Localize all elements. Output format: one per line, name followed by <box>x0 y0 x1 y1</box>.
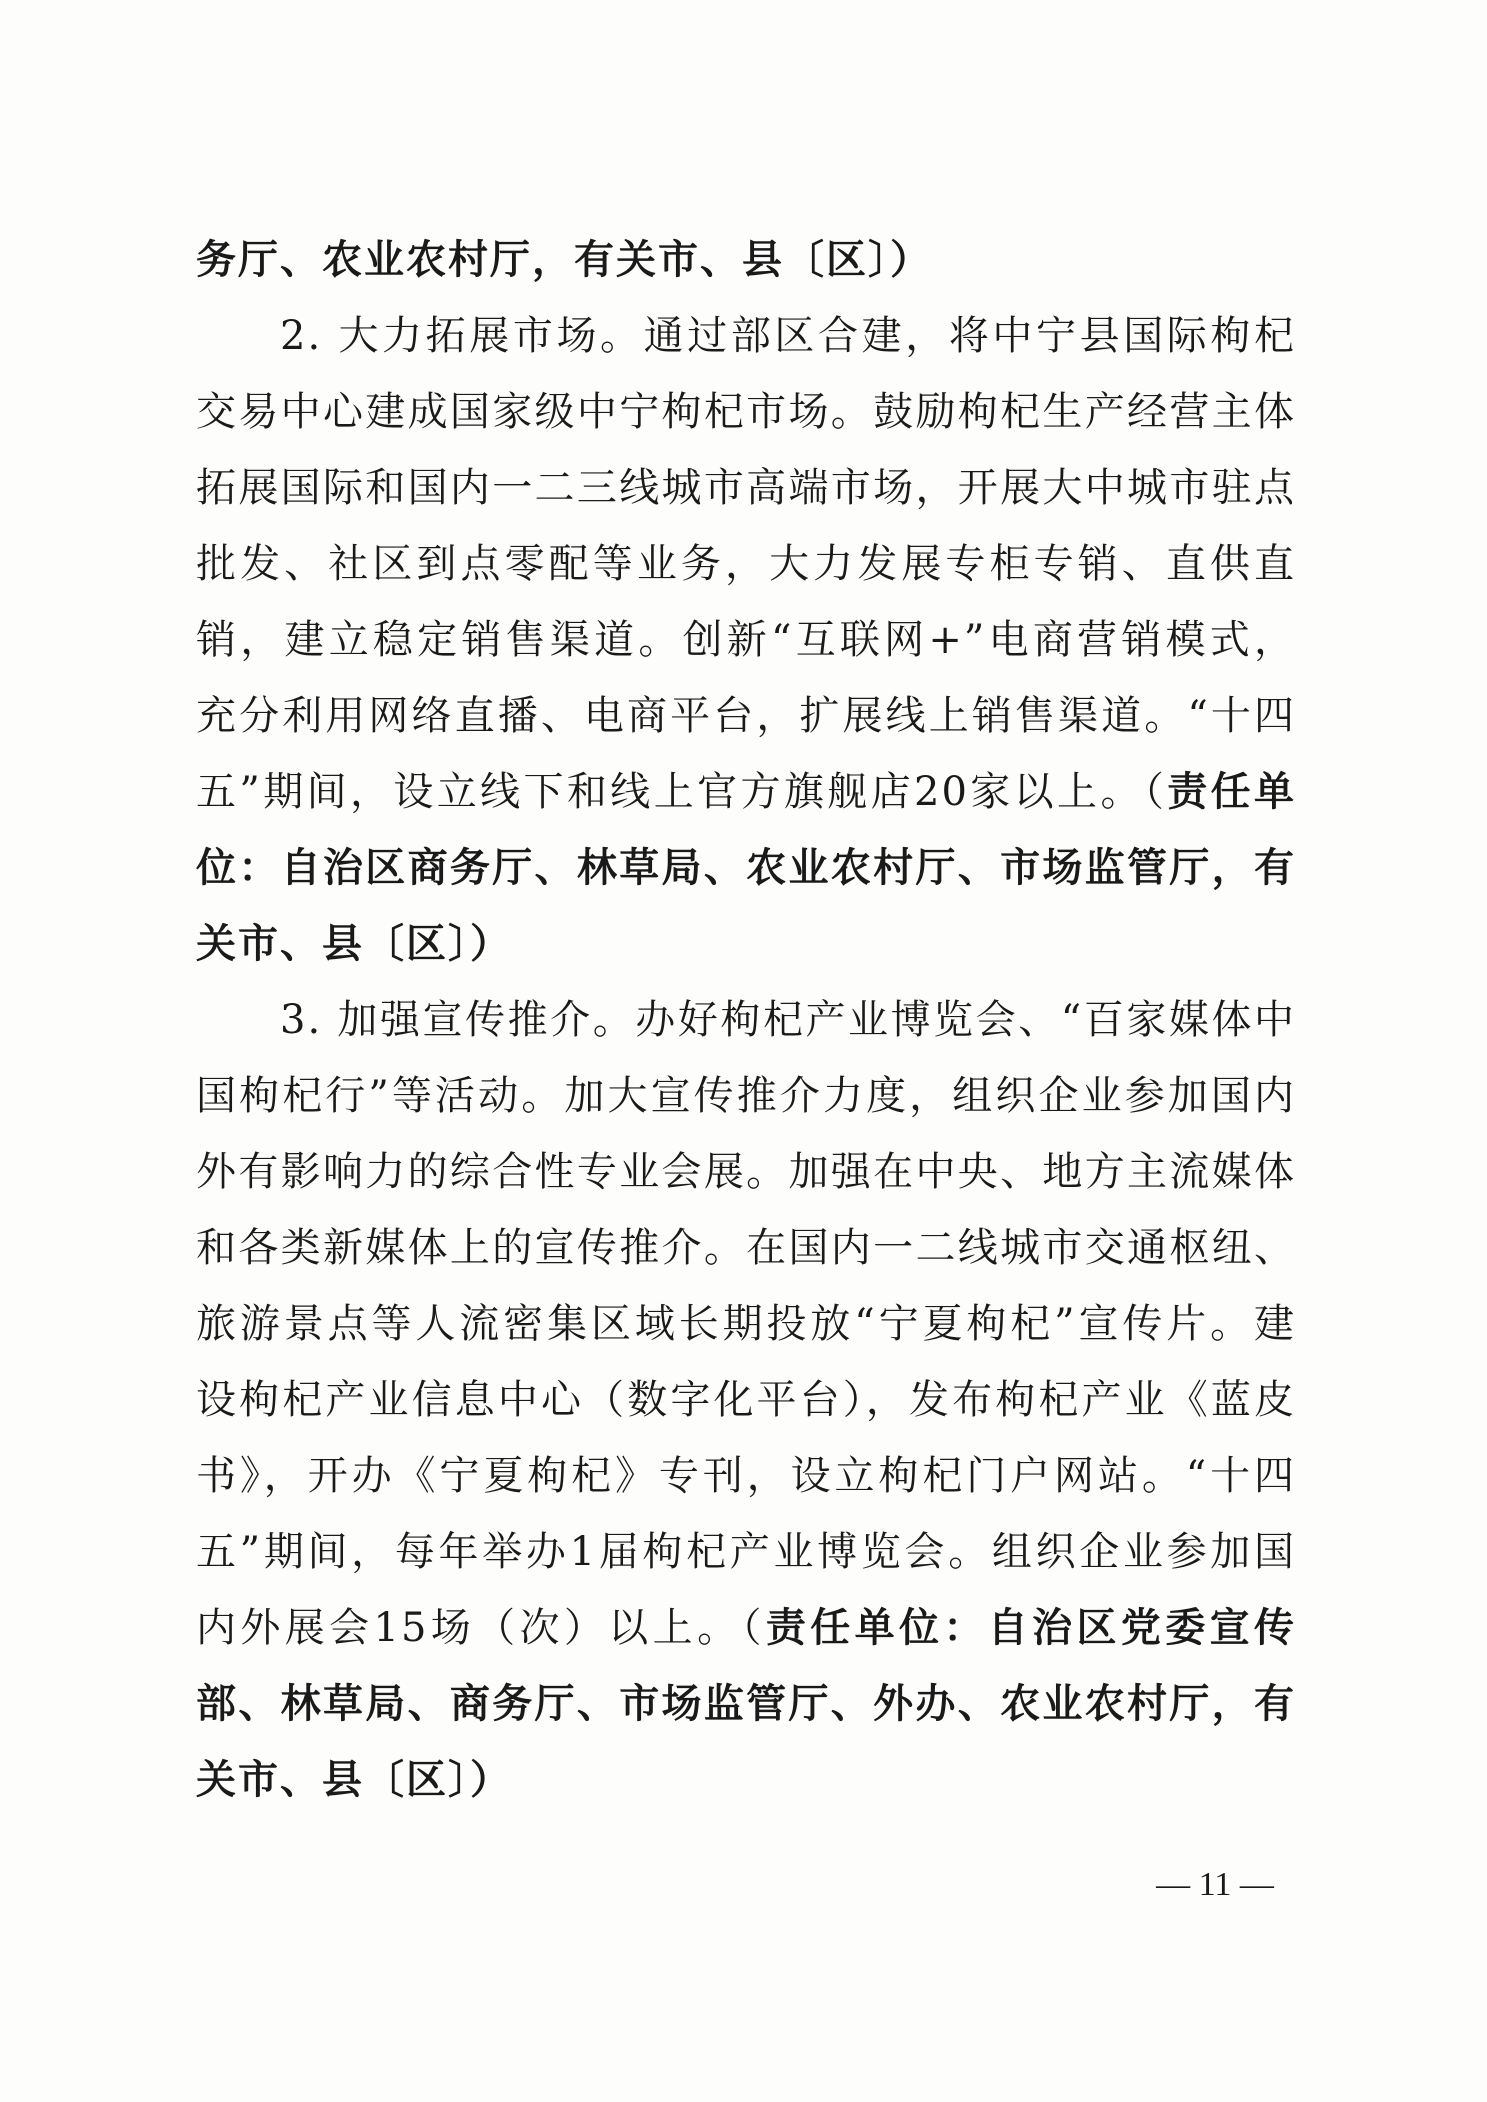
text-segment: 批发、社区到点零配等业务，大力发展专柜专销、直供直 <box>196 541 1296 587</box>
text-segment: 交易中心建成国家级中宁枸杞市场。鼓励枸杞生产经营主体 <box>196 389 1296 435</box>
text-line <box>196 982 1296 1058</box>
text-segment: 拓展国际和国内一二三线城市高端市场，开展大中城市驻点 <box>196 465 1296 511</box>
text-line <box>196 1058 1296 1134</box>
text-line <box>196 450 1296 526</box>
text-segment: 3. 加强宣传推介。办好枸杞产业博览会、“百家媒体中 <box>280 997 1296 1043</box>
text-line <box>196 1742 1296 1818</box>
text-segment: 旅游景点等人流密集区域长期投放“宁夏枸杞”宣传片。建 <box>196 1301 1296 1347</box>
text-line <box>196 222 1296 298</box>
text-segment: 国枸杞行”等活动。加大宣传推介力度，组织企业参加国内 <box>196 1073 1296 1119</box>
text-segment: 设枸杞产业信息中心（数字化平台），发布枸杞产业《蓝皮 <box>196 1377 1296 1423</box>
text-line <box>196 1590 1296 1666</box>
bold-text-segment: 位：自治区商务厅、林草局、农业农村厅、市场监管厅，有 <box>196 844 1296 891</box>
text-line <box>196 526 1296 602</box>
text-line <box>196 1438 1296 1514</box>
text-line <box>196 374 1296 450</box>
text-line <box>196 1210 1296 1286</box>
text-line <box>196 1286 1296 1362</box>
text-line <box>196 1514 1296 1590</box>
text-segment: 书》，开办《宁夏枸杞》专刊，设立枸杞门户网站。“十四 <box>196 1453 1296 1499</box>
body-text <box>196 222 1296 1818</box>
text-segment: 外有影响力的综合性专业会展。加强在中央、地方主流媒体 <box>196 1149 1296 1195</box>
bold-text-segment: 务厅、农业农村厅，有关市、县〔区〕） <box>196 236 932 283</box>
text-segment: 充分利用网络直播、电商平台，扩展线上销售渠道。“十四 <box>196 693 1296 739</box>
text-line <box>196 298 1296 374</box>
text-segment: 和各类新媒体上的宣传推介。在国内一二线城市交通枢纽、 <box>196 1225 1296 1271</box>
text-line <box>196 1666 1296 1742</box>
text-segment: 2. 大力拓展市场。通过部区合建，将中宁县国际枸杞 <box>280 313 1296 359</box>
text-line <box>196 678 1296 754</box>
text-line <box>196 602 1296 678</box>
text-segment: 五”期间，设立线下和线上官方旗舰店20家以上。（ <box>196 769 1168 815</box>
text-line <box>196 754 1296 830</box>
bold-text-segment: 责任单位：自治区党委宣传 <box>765 1604 1296 1651</box>
bold-text-segment: 部、林草局、商务厅、市场监管厅、外办、农业农村厅，有 <box>196 1680 1296 1727</box>
text-segment: 内外展会15场（次）以上。（ <box>196 1605 766 1651</box>
text-segment: 五”期间，每年举办1届枸杞产业博览会。组织企业参加国 <box>196 1529 1296 1575</box>
text-line <box>196 1362 1296 1438</box>
text-line <box>196 830 1296 906</box>
text-line <box>196 1134 1296 1210</box>
bold-text-segment: 关市、县〔区〕） <box>196 1756 512 1803</box>
page-number: — 11 — <box>1156 1866 1274 1903</box>
text-line <box>196 906 1296 982</box>
text-segment: 销，建立稳定销售渠道。创新“互联网+”电商营销模式， <box>196 617 1296 663</box>
bold-text-segment: 责任单 <box>1167 768 1296 815</box>
bold-text-segment: 关市、县〔区〕） <box>196 920 512 967</box>
